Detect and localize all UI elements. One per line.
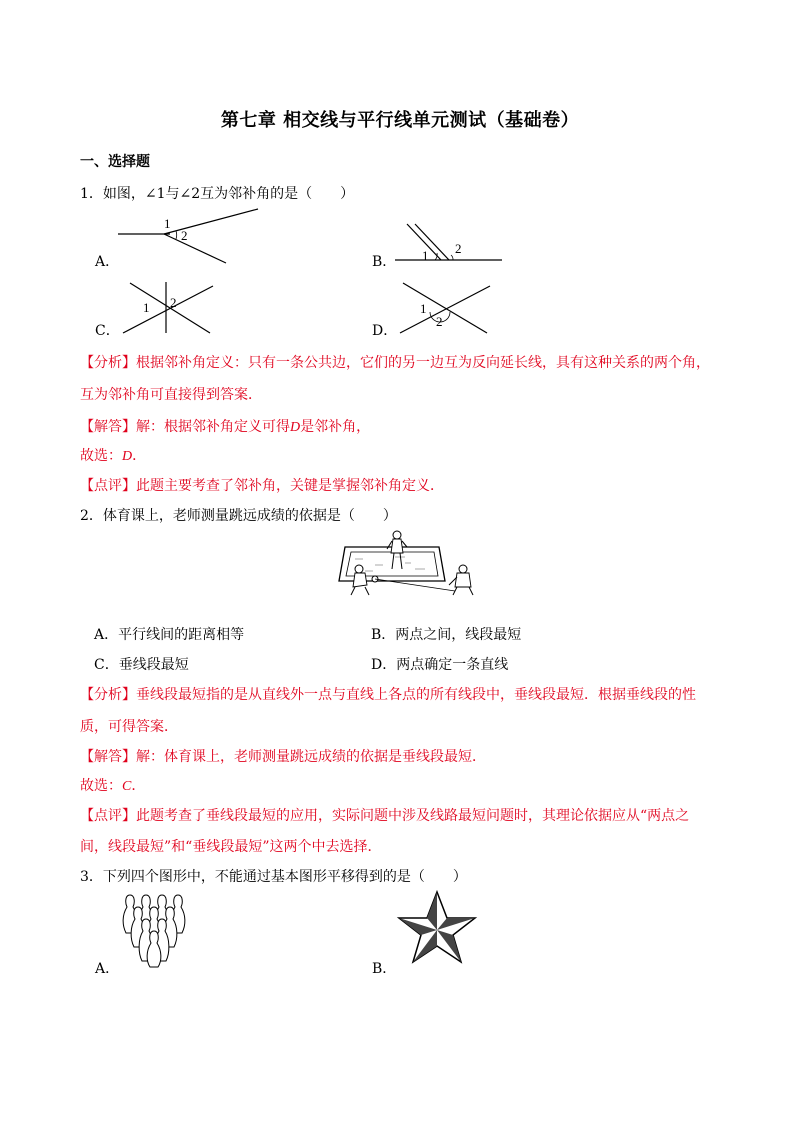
q2-comment: 【点评】此题考查了垂线段最短的应用，实际问题中涉及线路最短问题时，其理论依据应从“两点之 [80,808,690,824]
bowling-pins-figure [118,893,190,968]
q1-choice: 故选：D． [80,448,147,464]
q3-stem: 3．下列四个图形中，不能通过基本图形平移得到的是（ ） [80,869,467,885]
q2-comment-cont: 间，线段最短”和“垂线段最短”这两个中去选择． [80,839,382,855]
angle-1-label: 1 [422,248,429,263]
q2-analysis-cont: 质，可得答案． [80,719,178,735]
q2-option-d: D．两点确定一条直线 [371,657,509,673]
q1-analysis-cont: 互为邻补角可直接得到答案． [80,387,262,403]
angle-2-label: 2 [181,228,188,243]
q2-stem: 2．体育课上，老师测量跳远成绩的依据是（ ） [80,508,397,524]
long-jump-illustration [335,529,483,599]
angle-1-label: 1 [420,301,427,316]
section-heading: 一、选择题 [80,154,150,170]
q1-figure-c [118,278,218,338]
page-title: 第七章 相交线与平行线单元测试（基础卷） [220,110,580,131]
star-figure [397,890,477,965]
q1-figure-d [395,278,495,338]
q1-comment: 【点评】此题主要考查了邻补角，关键是掌握邻补角定义． [80,478,444,494]
q2-option-a: A．平行线间的距离相等 [94,627,245,643]
q2-choice: 故选：C． [80,778,146,794]
q2-option-c: C．垂线段最短 [94,657,189,673]
solution-tag: 【解答】 [80,419,136,435]
q3-option-b: B． [372,961,397,977]
q1-stem: 1．如图，∠1与∠2互为邻补角的是（ ） [80,186,355,202]
angle-2-label: 2 [170,295,177,310]
q2-analysis: 【分析】垂线段最短指的是从直线外一点与直线上各点的所有线段中，垂线段最短．根据垂线段的性 [80,687,696,703]
solution-tag: 【解答】 [80,749,136,765]
q1-option-b: B． [372,254,397,270]
q3-option-a: A． [95,961,120,977]
q2-solution: 【解答】解：体育课上，老师测量跳远成绩的依据是垂线段最短． [80,749,486,765]
analysis-tag: 【分析】 [80,355,136,371]
q1-analysis: 【分析】根据邻补角定义：只有一条公共边，它们的另一边互为反向延长线，具有这种关系的两个角， [80,355,710,371]
angle-2-label: 2 [436,314,443,329]
q1-option-a: A． [95,254,120,270]
angle-2-label: 2 [455,241,462,256]
q1-option-c: C． [95,323,120,339]
comment-tag: 【点评】 [80,478,136,494]
angle-1-label: 1 [143,300,150,315]
q1-solution: 【解答】解：根据邻补角定义可得D是邻补角， [80,419,371,435]
angle-1-label: 1 [164,216,171,231]
analysis-tag: 【分析】 [80,687,136,703]
q2-option-b: B．两点之间，线段最短 [371,627,522,643]
comment-tag: 【点评】 [80,808,136,824]
q1-figure-a [118,206,268,266]
q1-figure-b [395,222,505,267]
q1-option-d: D． [372,323,398,339]
